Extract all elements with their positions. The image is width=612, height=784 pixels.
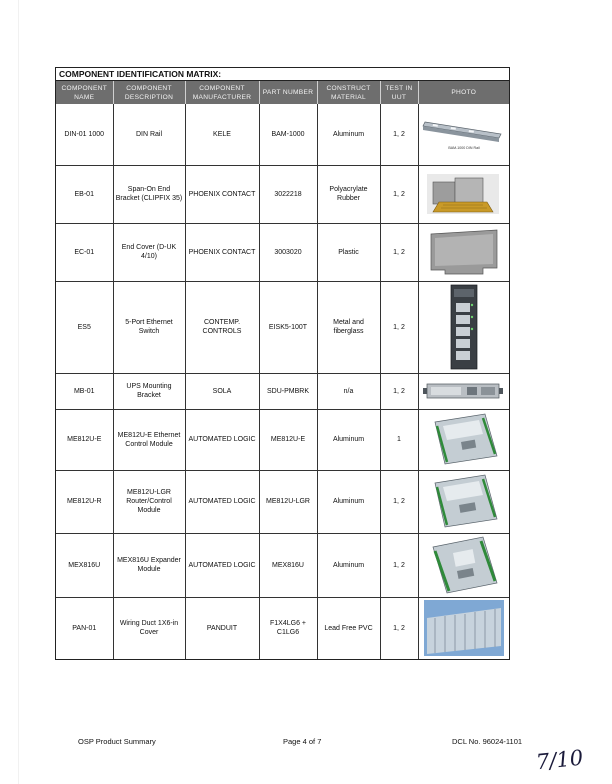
table-row [56, 165, 509, 223]
cell-test-in-uut: 1, 2 [380, 470, 418, 533]
cell-component-name: ES5 [56, 281, 113, 373]
col-header-part-number: PART NUMBER [259, 81, 317, 104]
cell-part-number: 3022218 [259, 165, 317, 223]
cell-description: Wiring Duct 1X6-in Cover [113, 597, 185, 659]
cell-manufacturer: PHOENIX CONTACT [185, 223, 259, 281]
photo-caption: BAM-1000 DIN Rail [448, 146, 480, 151]
footer-page-number: Page 4 of 7 [283, 737, 322, 746]
component-table [56, 81, 509, 659]
cell-component-name: DIN-01 1000 [56, 104, 113, 165]
col-header-test-in-uut: TEST IN UUT [380, 81, 418, 104]
cell-material: Polyacrylate Rubber [317, 165, 380, 223]
cell-description: 5-Port Ethernet Switch [113, 281, 185, 373]
ethernet-switch-photo [421, 283, 507, 371]
col-header-photo: PHOTO [418, 81, 509, 104]
cell-component-name: MB-01 [56, 373, 113, 409]
end-bracket-photo [421, 168, 507, 220]
col-header-construct-material: CONSTRUCT MATERIAL [317, 81, 380, 104]
cell-description: End Cover (D-UK 4/10) [113, 223, 185, 281]
table-row [56, 223, 509, 281]
cell-description: UPS Mounting Bracket [113, 373, 185, 409]
cell-part-number: BAM-1000 [259, 104, 317, 165]
cell-description: Span-On End Bracket (CLIPFIX 35) [113, 165, 185, 223]
cell-part-number: F1X4LG6 + C1LG6 [259, 597, 317, 659]
cell-test-in-uut: 1, 2 [380, 281, 418, 373]
expander-module-photo [421, 535, 507, 595]
cell-part-number: ME812U-LGR [259, 470, 317, 533]
cell-description: DIN Rail [113, 104, 185, 165]
cell-material: Metal and fiberglass [317, 281, 380, 373]
cell-component-name: EC-01 [56, 223, 113, 281]
cell-manufacturer: KELE [185, 104, 259, 165]
component-matrix [55, 67, 510, 660]
cell-manufacturer: SOLA [185, 373, 259, 409]
cell-test-in-uut: 1, 2 [380, 597, 418, 659]
table-row [56, 470, 509, 533]
control-module-photo [421, 412, 507, 468]
footer-document-title: OSP Product Summary [78, 737, 156, 746]
col-header-component-name: COMPONENT NAME [56, 81, 113, 104]
wiring-duct-photo [421, 598, 507, 658]
cell-component-name: ME812U-E [56, 409, 113, 470]
scan-edge-line [18, 0, 19, 784]
table-header-row [56, 81, 509, 104]
cell-part-number: 3003020 [259, 223, 317, 281]
cell-component-name: ME812U-R [56, 470, 113, 533]
table-row [56, 533, 509, 597]
table-row [56, 373, 509, 409]
table-row [56, 104, 509, 165]
cell-manufacturer: PANDUIT [185, 597, 259, 659]
din-rail-photo [421, 108, 507, 160]
cell-material: Lead Free PVC [317, 597, 380, 659]
cell-test-in-uut: 1, 2 [380, 104, 418, 165]
cell-test-in-uut: 1, 2 [380, 223, 418, 281]
cell-manufacturer: CONTEMP. CONTROLS [185, 281, 259, 373]
cell-test-in-uut: 1, 2 [380, 533, 418, 597]
cell-test-in-uut: 1 [380, 409, 418, 470]
cell-test-in-uut: 1, 2 [380, 165, 418, 223]
table-row [56, 409, 509, 470]
cell-part-number: ME812U-E [259, 409, 317, 470]
router-module-photo [421, 473, 507, 531]
col-header-component-description: COMPONENT DESCRIPTION [113, 81, 185, 104]
cell-manufacturer: AUTOMATED LOGIC [185, 533, 259, 597]
cell-manufacturer: AUTOMATED LOGIC [185, 470, 259, 533]
handwritten-signature: 7/10 [534, 745, 585, 775]
cell-material: Aluminum [317, 104, 380, 165]
cell-description: ME812U-LGR Router/Control Module [113, 470, 185, 533]
matrix-title: COMPONENT IDENTIFICATION MATRIX: [56, 68, 509, 81]
cell-description: MEX816U Expander Module [113, 533, 185, 597]
col-header-component-manufacturer: COMPONENT MANUFACTURER [185, 81, 259, 104]
cell-material: Aluminum [317, 409, 380, 470]
cell-material: n/a [317, 373, 380, 409]
cell-part-number: SDU-PMBRK [259, 373, 317, 409]
cell-test-in-uut: 1, 2 [380, 373, 418, 409]
cell-part-number: MEX816U [259, 533, 317, 597]
cell-component-name: EB-01 [56, 165, 113, 223]
cell-component-name: MEX816U [56, 533, 113, 597]
cell-material: Aluminum [317, 470, 380, 533]
table-row [56, 281, 509, 373]
mounting-bracket-photo [421, 375, 507, 407]
cell-material: Aluminum [317, 533, 380, 597]
footer-dcl-number: DCL No. 96024-1101 [452, 737, 523, 746]
cell-part-number: EISK5-100T [259, 281, 317, 373]
cell-description: ME812U-E Ethernet Control Module [113, 409, 185, 470]
cell-material: Plastic [317, 223, 380, 281]
cell-component-name: PAN-01 [56, 597, 113, 659]
table-row [56, 597, 509, 659]
cell-manufacturer: PHOENIX CONTACT [185, 165, 259, 223]
cell-manufacturer: AUTOMATED LOGIC [185, 409, 259, 470]
end-cover-photo [421, 226, 507, 278]
